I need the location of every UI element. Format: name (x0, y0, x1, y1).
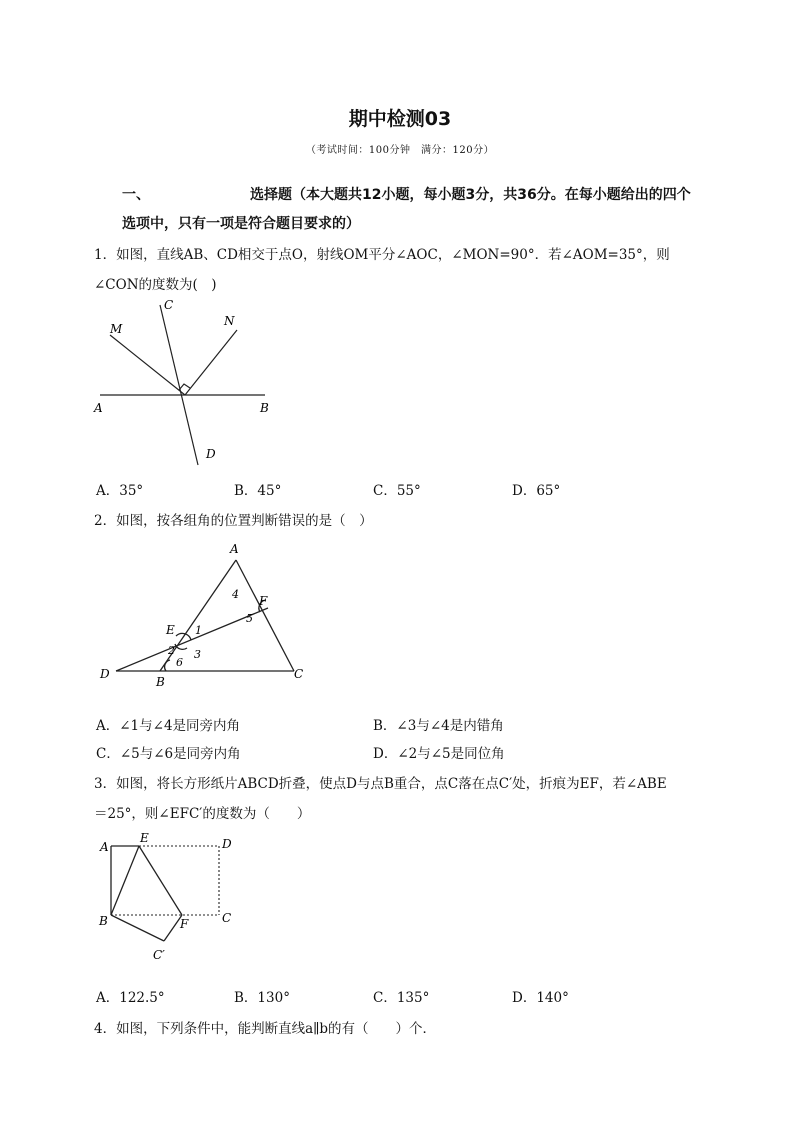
right-angle-mark (179, 384, 190, 390)
q2-option-b[interactable]: B．∠3与∠4是内错角 (373, 718, 504, 734)
q2-option-c[interactable]: C．∠5与∠6是同旁内角 (96, 746, 241, 762)
label-e: E (166, 623, 175, 637)
q1-text-line1: 1．如图，直线AB、CD相交于点O，射线OM平分∠AOC，∠MON=90°．若∠AOM=35°，则 (94, 247, 670, 263)
q3-figure (94, 826, 254, 966)
label-c-prime: C′ (153, 948, 165, 962)
q1-figure (90, 295, 290, 470)
label-angle-2: 2 (168, 644, 175, 657)
side-bc-prime (111, 915, 164, 941)
page-title: 期中检测03 (348, 108, 452, 130)
crease-ef (139, 846, 182, 915)
label-d: D (206, 447, 216, 461)
angle-arc-e2 (175, 644, 187, 649)
label-b: B (260, 401, 269, 415)
label-c: C (294, 667, 304, 681)
q1-text-line2: ∠CON的度数为( ) (94, 277, 217, 293)
label-b: B (156, 675, 165, 689)
label-d: D (222, 837, 232, 851)
side-ac (236, 560, 294, 671)
q4-text: 4．如图，下列条件中，能判断直线a∥b的有（ ）个． (94, 1021, 437, 1037)
label-c: C (164, 298, 174, 312)
exam-info: （考试时间：100分钟 满分：120分） (305, 145, 495, 156)
label-c: C (222, 911, 232, 925)
q2-figure (96, 540, 316, 690)
label-f: F (180, 917, 189, 931)
q1-option-a[interactable]: A．35° (96, 483, 144, 499)
q2-text: 2．如图，按各组角的位置判断错误的是（ ） (94, 513, 373, 529)
label-a: A (100, 840, 109, 854)
angle-arc-b (165, 660, 170, 671)
label-n: N (224, 314, 235, 328)
section-number: 一、 (122, 187, 150, 203)
label-b: B (99, 914, 108, 928)
q2-option-d[interactable]: D．∠2与∠5是同位角 (373, 746, 505, 762)
label-e: E (140, 831, 149, 845)
q3-option-d[interactable]: D．140° (512, 990, 569, 1006)
q1-option-c[interactable]: C．55° (373, 483, 421, 499)
label-d: D (100, 667, 110, 681)
q3-option-c[interactable]: C．135° (373, 990, 430, 1006)
q3-option-a[interactable]: A．122.5° (96, 990, 165, 1006)
q1-option-d[interactable]: D．65° (512, 483, 561, 499)
section-title-line2: 选项中，只有一项是符合题目要求的） (122, 216, 360, 232)
label-m: M (110, 322, 123, 336)
section-title-line1: 选择题（本大题共12小题，每小题3分，共36分。在每小题给出的四个 (250, 187, 691, 203)
q2-option-a[interactable]: A．∠1与∠4是同旁内角 (96, 718, 241, 734)
label-angle-1: 1 (195, 624, 202, 637)
fold-be (111, 846, 139, 915)
q1-option-b[interactable]: B．45° (234, 483, 282, 499)
label-angle-6: 6 (176, 656, 183, 669)
label-a: A (94, 401, 103, 415)
label-a: A (230, 542, 239, 556)
q3-text-line1: 3．如图，将长方形纸片ABCD折叠，使点D与点B重合，点C落在点C′处，折痕为EF，若∠ABE (94, 776, 667, 792)
label-angle-3: 3 (194, 648, 201, 661)
label-angle-4: 4 (232, 588, 239, 601)
ray-on (185, 330, 237, 395)
label-angle-5: 5 (246, 612, 253, 625)
label-f: F (259, 594, 268, 608)
q3-text-line2: ＝25°，则∠EFC′的度数为（ ） (94, 806, 311, 822)
q3-option-b[interactable]: B．130° (234, 990, 290, 1006)
